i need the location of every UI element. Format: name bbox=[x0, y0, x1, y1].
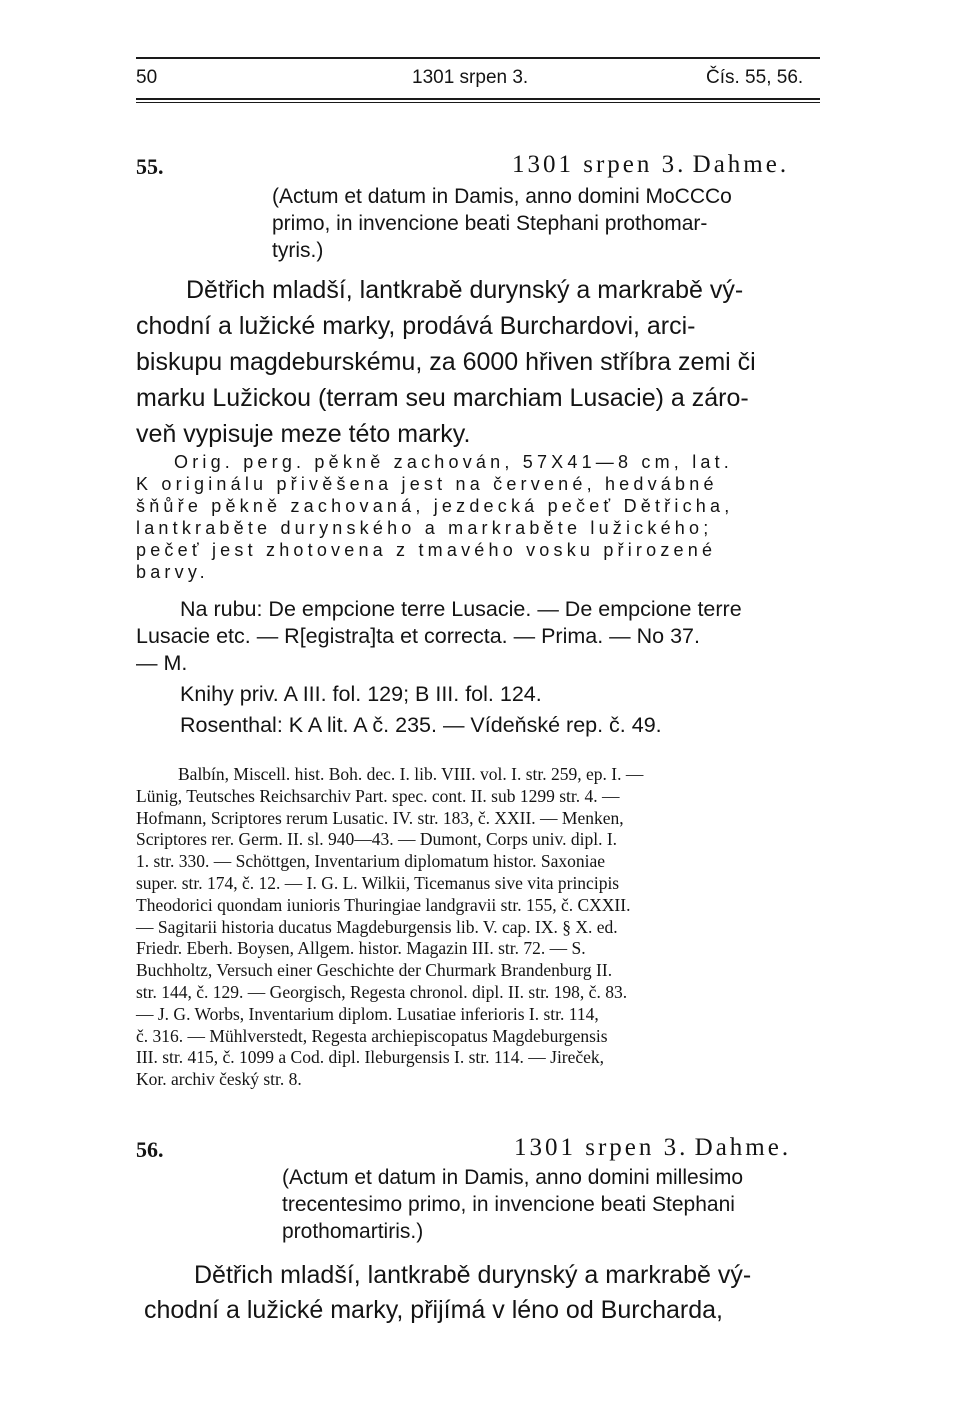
regest-line: chodní a lužické marky, přijímá v léno od Burcharda, bbox=[144, 1296, 723, 1324]
document-date: 1301 srpen 3. bbox=[512, 151, 687, 178]
orig-line: barvy. bbox=[136, 562, 209, 582]
verso-notes bbox=[136, 596, 742, 677]
registry-books: Knihy priv. A III. fol. 129; B III. fol. 124. bbox=[180, 682, 542, 706]
page-number: 50 bbox=[136, 67, 158, 88]
verso-line: — M. bbox=[136, 651, 188, 675]
reference-line: — Sagitarii historia ducatus Magdeburgensis lib. V. cap. IX. § X. ed. bbox=[136, 916, 618, 937]
original-description bbox=[136, 451, 733, 583]
registry-rosenthal: Rosenthal: K A lit. A č. 235. — Vídeňské rep. č. 49. bbox=[180, 713, 662, 737]
orig-line: pečeť jest zhotovena z tmavého vosku přirozené bbox=[136, 540, 717, 560]
verso-line: Lusacie etc. — R[egistra]ta et correcta. — Prima. — No 37. bbox=[136, 624, 700, 648]
regest-text bbox=[136, 272, 756, 452]
orig-line: K originálu přivěšena jest na červené, hedvábné bbox=[136, 474, 718, 494]
literature-references bbox=[136, 764, 643, 1091]
header-doc-numbers: Čís. 55, 56. bbox=[706, 67, 804, 88]
reference-line: 1. str. 330. — Schöttgen, Inventarium diplomatum histor. Saxoniae bbox=[136, 851, 606, 872]
reference-line: Theodorici quondam iunioris Thuringiae landgravii str. 155, č. CXXII. bbox=[136, 894, 631, 915]
document-number: 55. bbox=[136, 154, 164, 179]
reference-line: Friedr. Eberh. Boysen, Allgem. histor. Magazin III. str. 72. — S. bbox=[136, 938, 586, 959]
reference-line: — J. G. Worbs, Inventarium diplom. Lusatiae inferioris I. str. 114, bbox=[136, 1003, 599, 1024]
reference-line: Lünig, Teutsches Reichsarchiv Part. spec. cont. II. sub 1299 str. 4. — bbox=[136, 785, 620, 806]
actum-line: trecentesimo primo, in invencione beati Stephani bbox=[282, 1193, 735, 1216]
reference-line: Scriptores rer. Germ. II. sl. 940—43. — Dumont, Corps univ. dipl. I. bbox=[136, 829, 618, 850]
actum-line: (Actum et datum in Damis, anno domini MoCCCo bbox=[272, 185, 732, 208]
reference-line: Kor. archiv český str. 8. bbox=[136, 1069, 302, 1090]
regest-line: veň vypisuje meze této marky. bbox=[136, 420, 471, 448]
actum-clause bbox=[272, 183, 732, 264]
header-date: 1301 srpen 3. bbox=[412, 67, 529, 88]
actum-line: prothomartiris.) bbox=[282, 1220, 424, 1243]
document-place: Dahme. bbox=[692, 151, 790, 178]
orig-line: šňůře pěkně zachovaná, jezdecká pečeť Dětřicha, bbox=[136, 496, 734, 516]
orig-line: lantkraběte durynského a markraběte lužického; bbox=[136, 518, 713, 538]
reference-line: Balbín, Miscell. hist. Boh. dec. I. lib. VIII. vol. I. str. 259, ep. I. — bbox=[178, 764, 644, 784]
regest-line: chodní a lužické marky, prodává Burchardovi, arci- bbox=[136, 312, 696, 340]
regest-line: Dětřich mladší, lantkrabě durynský a markrabě vý- bbox=[194, 1261, 752, 1289]
orig-line: Orig. perg. pěkně zachován, 57X41—8 cm, lat. bbox=[174, 452, 734, 472]
document-date: 1301 srpen 3. bbox=[514, 1134, 689, 1161]
actum-line: tyris.) bbox=[272, 239, 324, 262]
header-bottom-rule-thin bbox=[136, 102, 820, 103]
reference-line: Buchholtz, Versuch einer Geschichte der Churmark Brandenburg II. bbox=[136, 960, 613, 981]
actum-clause bbox=[282, 1164, 743, 1245]
reference-line: III. str. 415, č. 1099 a Cod. dipl. Ileburgensis I. str. 114. — Jireček, bbox=[136, 1047, 605, 1068]
actum-line: (Actum et datum in Damis, anno domini millesimo bbox=[282, 1166, 743, 1189]
reference-line: č. 316. — Mühlverstedt, Regesta archiepiscopatus Magdeburgensis bbox=[136, 1025, 608, 1046]
header-bottom-rule bbox=[136, 98, 820, 100]
actum-line: primo, in invencione beati Stephani prothomar- bbox=[272, 212, 708, 235]
document-dateline bbox=[514, 1134, 791, 1162]
verso-line: Na rubu: De empcione terre Lusacie. — De empcione terre bbox=[180, 597, 742, 621]
regest-line: Dětřich mladší, lantkrabě durynský a markrabě vý- bbox=[186, 276, 744, 304]
document-place: Dahme. bbox=[694, 1134, 792, 1161]
reference-line: super. str. 174, č. 12. — I. G. L. Wilkii, Ticemanus sive vita principis bbox=[136, 872, 620, 893]
reference-line: Hofmann, Scriptores rerum Lusatic. IV. str. 183, č. XXII. — Menken, bbox=[136, 807, 624, 828]
regest-text bbox=[144, 1258, 751, 1328]
document-number: 56. bbox=[136, 1137, 164, 1162]
document-dateline bbox=[512, 151, 789, 179]
reference-line: str. 144, č. 129. — Georgisch, Regesta chronol. dipl. II. str. 198, č. 83. bbox=[136, 981, 628, 1002]
regest-line: biskupu magdeburskému, za 6000 hřiven stříbra zemi či bbox=[136, 348, 756, 376]
header-top-rule bbox=[136, 57, 820, 59]
regest-line: marku Lužickou (terram seu marchiam Lusacie) a záro- bbox=[136, 384, 749, 412]
